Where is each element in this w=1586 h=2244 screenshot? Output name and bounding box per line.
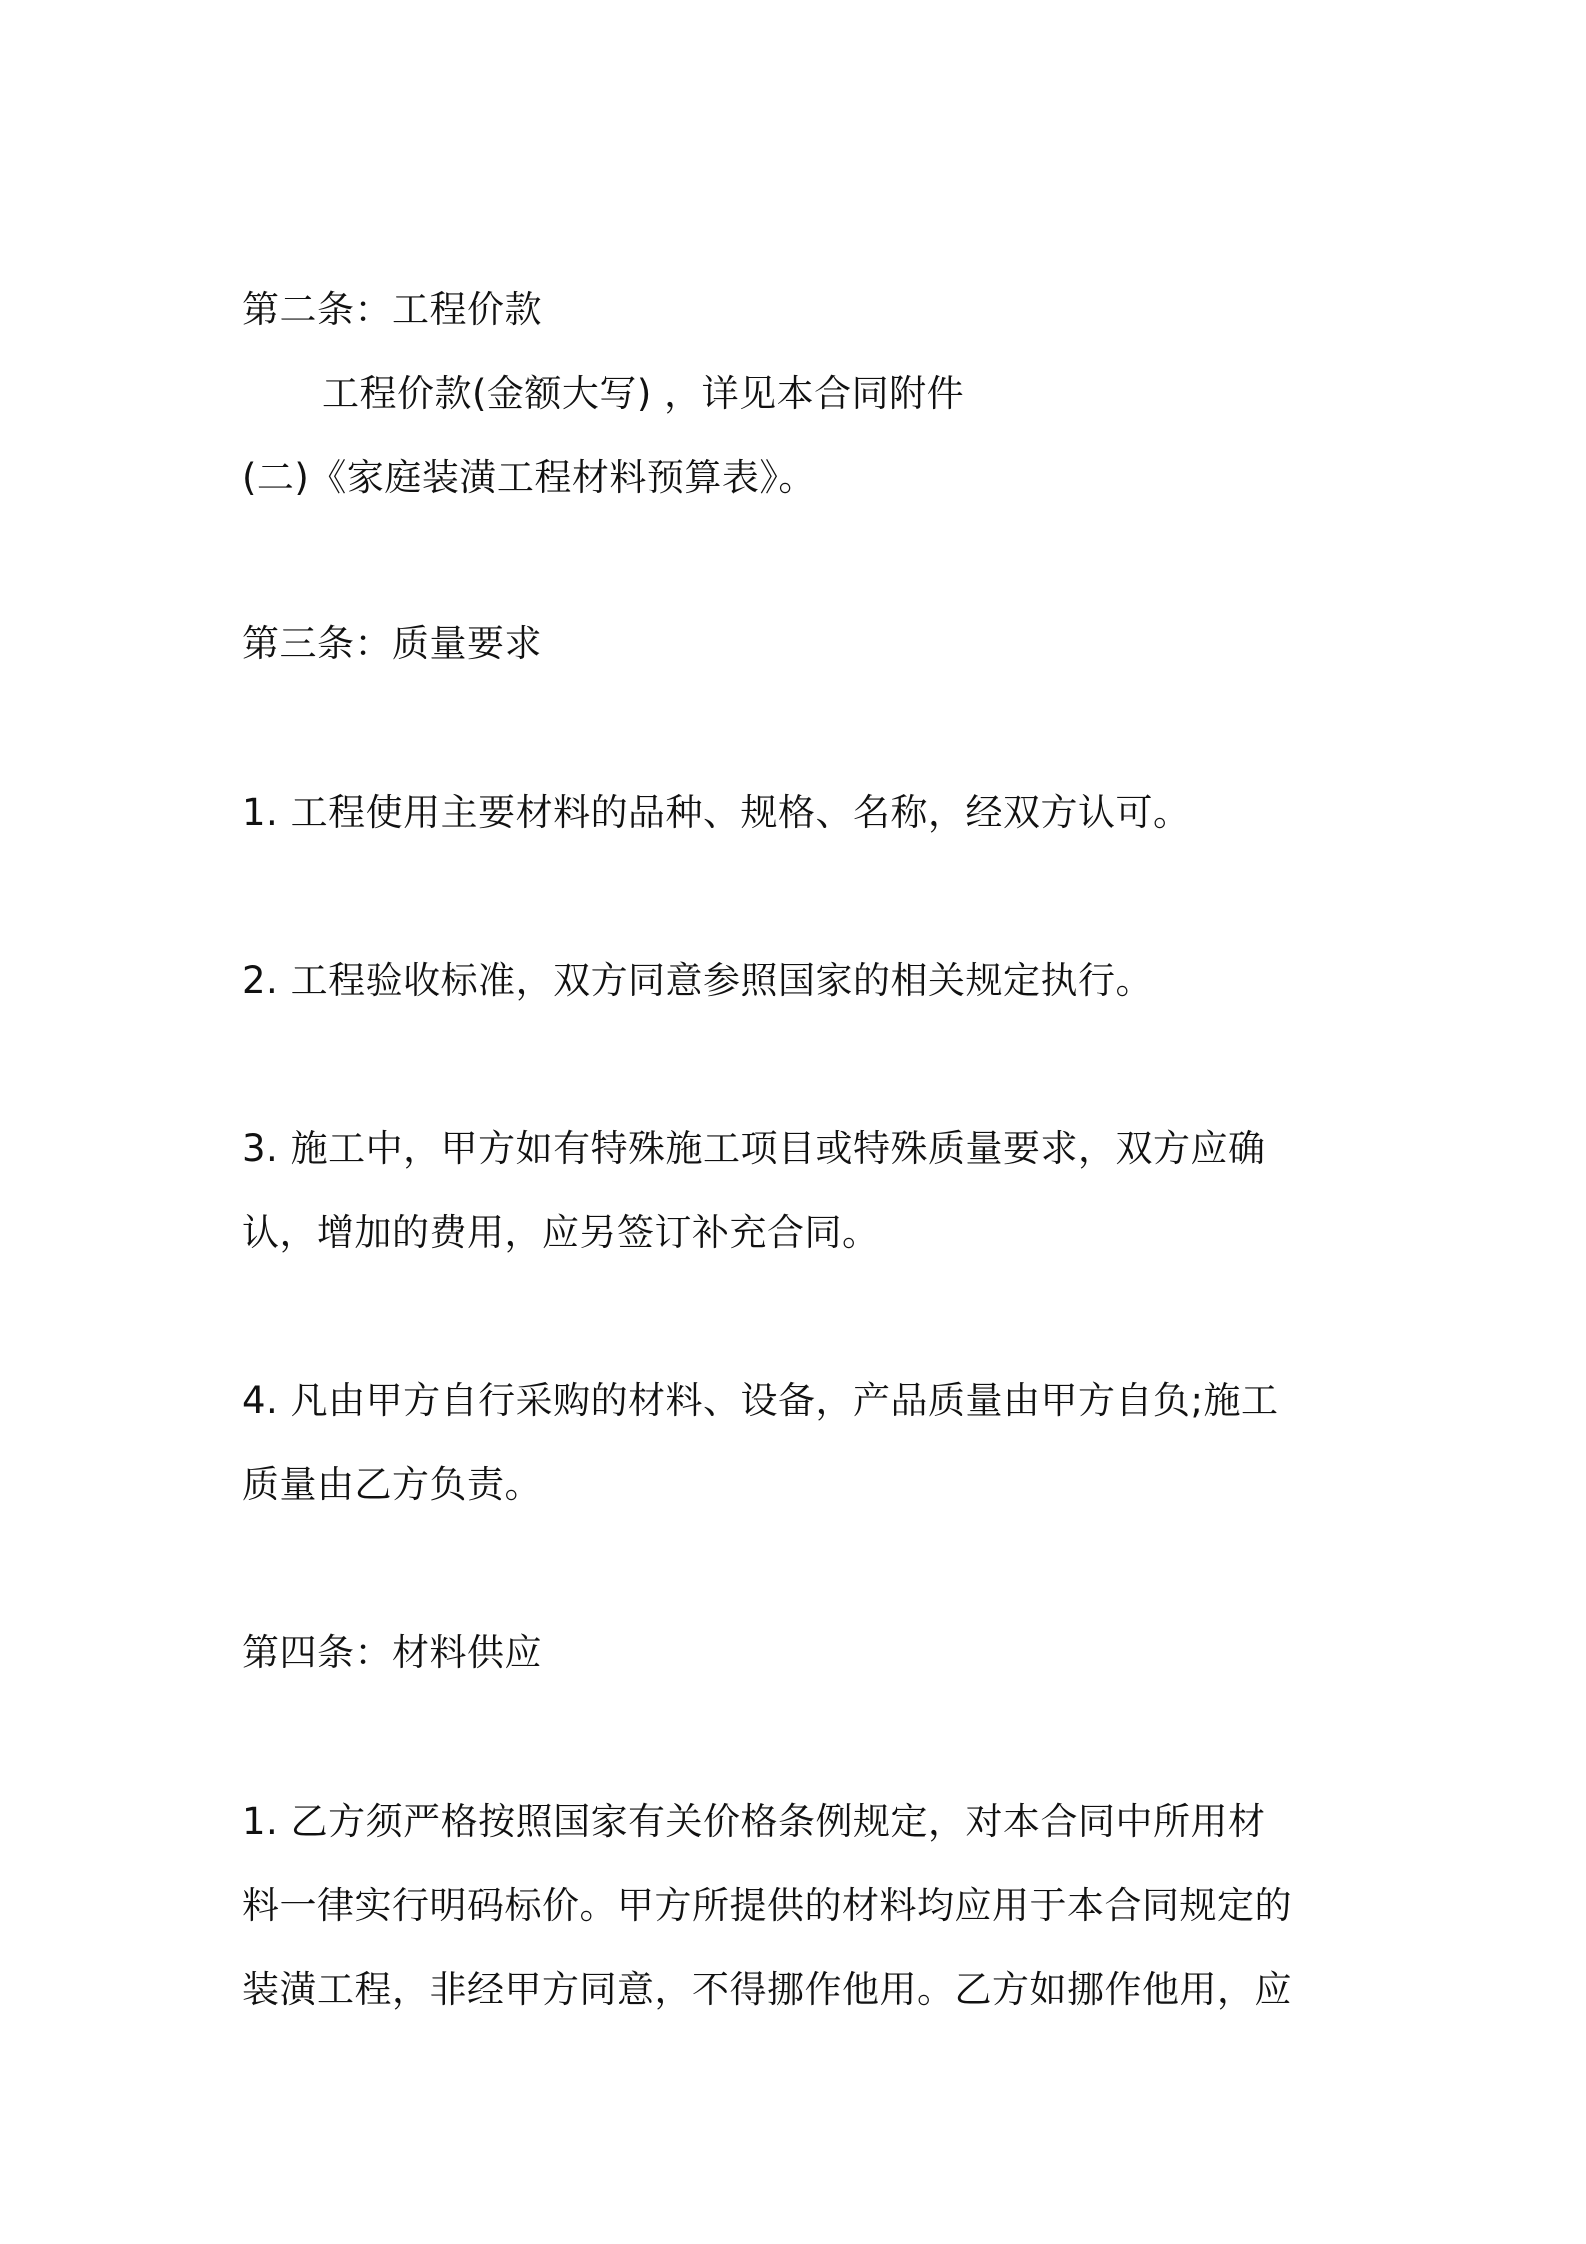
article-3-item-1: 1. 工程使用主要材料的品种、规格、名称，经双方认可。 bbox=[242, 791, 1191, 834]
article-4-item-1-line-1: 1. 乙方须严格按照国家有关价格条例规定，对本合同中所用材 bbox=[242, 1800, 1266, 1843]
article-3-heading: 第三条：质量要求 bbox=[242, 622, 542, 665]
article-3-item-2: 2. 工程验收标准，双方同意参照国家的相关规定执行。 bbox=[242, 959, 1154, 1002]
article-3-item-3-line-2: 认，增加的费用，应另签订补充合同。 bbox=[242, 1211, 880, 1254]
article-2-text-line-2: (二)《家庭装潢工程材料预算表》。 bbox=[242, 456, 816, 499]
article-2-text-line-1: 工程价款(金额大写) ，详见本合同附件 bbox=[322, 372, 965, 415]
article-4-item-1-line-2: 料一律实行明码标价。甲方所提供的材料均应用于本合同规定的 bbox=[242, 1884, 1292, 1927]
article-4-heading: 第四条：材料供应 bbox=[242, 1631, 542, 1674]
article-2-heading: 第二条：工程价款 bbox=[242, 288, 542, 331]
article-4-item-1-line-3: 装潢工程，非经甲方同意，不得挪作他用。乙方如挪作他用，应 bbox=[242, 1968, 1292, 2011]
article-3-item-3-line-1: 3. 施工中，甲方如有特殊施工项目或特殊质量要求，双方应确 bbox=[242, 1127, 1266, 1170]
article-3-item-4-line-2: 质量由乙方负责。 bbox=[242, 1463, 542, 1506]
article-3-item-4-line-1: 4. 凡由甲方自行采购的材料、设备，产品质量由甲方自负;施工 bbox=[242, 1379, 1279, 1422]
